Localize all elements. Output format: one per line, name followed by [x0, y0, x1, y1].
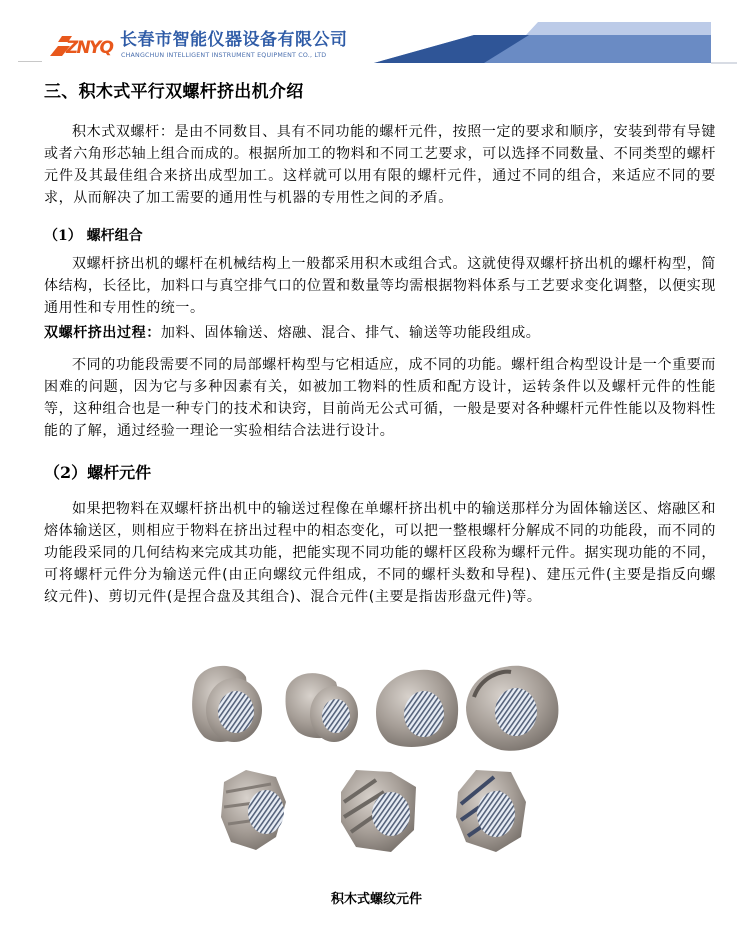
- process-text: 加料、固体输送、熔融、混合、排气、输送等功能段组成。: [160, 325, 541, 341]
- figure-caption: 积木式螺纹元件: [330, 892, 422, 907]
- screw-element-4: [466, 666, 558, 751]
- kneading-element-1: [221, 770, 286, 850]
- header-divider: [18, 61, 42, 62]
- header-banner-graphic: [366, 20, 741, 64]
- screw-element-3: [376, 670, 458, 747]
- screw-element-2: [286, 673, 359, 742]
- subsection-2-title: （2）螺杆元件: [44, 463, 152, 482]
- kneading-element-3: [456, 770, 526, 852]
- screw-element-1: [192, 666, 262, 742]
- company-name-en: CHANGCHUN INTELLIGENT INSTRUMENT EQUIPMENT CO., LTD: [121, 52, 327, 59]
- svg-text:ZNYQ: ZNYQ: [66, 38, 114, 58]
- page-header: [0, 0, 753, 66]
- company-name-cn: 长春市智能仪器设备有限公司: [120, 30, 348, 50]
- section-title: 三、积木式平行双螺杆挤出机介绍: [44, 82, 304, 102]
- screw-elements-photo: [176, 652, 586, 867]
- kneading-element-2: [341, 770, 416, 852]
- company-logo-icon: [48, 32, 116, 58]
- subsection-2-paragraph: 如果把物料在双螺杆挤出机中的输送过程像在单螺杆挤出机中的输送那样分为固体输送区、熔融区和熔体输送区，则相应于物料在挤出过程中的相态变化，可以把一整根螺杆分解成不同的功能段，而不同的功能段采同的几何结构来完成其功能，把能实现不同功能的螺杆区段称为螺杆元件。据实现功能的不同，可将螺杆元件分为输送元件(由正向螺纹元件组成，不同的螺杆头数和导程)、建压元件(主要是指反向螺纹元件)、剪切元件(是捏合盘及其组合)、混合元件(主要是指齿形盘元件)等。: [44, 501, 716, 605]
- process-label: 双螺杆挤出过程：: [44, 325, 161, 341]
- intro-paragraph: 积木式双螺杆：是由不同数目、具有不同功能的螺杆元件，按照一定的要求和顺序，安装到带有导键或者六角形芯轴上组合而成的。根据所加工的物料和不同工艺要求，可以选择不同数量、不同类型的螺杆元件及其最佳组合来挤出成型加工。这样就可以用有限的螺杆元件，通过不同的组合，来适应不同的要求，从而解决了加工需要的通用性与机器的专用性之间的矛盾。: [44, 124, 716, 206]
- subsection-1-title: （1） 螺杆组合: [44, 228, 143, 244]
- subsection-1-paragraph-2: 不同的功能段需要不同的局部螺杆构型与它相适应，成不同的功能。螺杆组合构型设计是一个重要而困难的问题，因为它与多种因素有关，如被加工物料的性质和配方设计，运转条件以及螺杆元件的性能等，这种组合也是一种专门的技术和诀窍，目前尚无公式可循，一般是要对各种螺杆元件性能以及物料性能的了解，通过经验一理论一实验相结合法进行设计。: [44, 357, 716, 439]
- process-line: [44, 322, 716, 344]
- subsection-1-paragraph-1: 双螺杆挤出机的螺杆在机械结构上一般都采用积木或组合式。这就使得双螺杆挤出机的螺杆构型，简体结构，长径比，加料口与真空排气口的位置和数量等均需根据物料体系与工艺要求变化调整，以便实现通用性和专用性的统一。: [44, 256, 716, 316]
